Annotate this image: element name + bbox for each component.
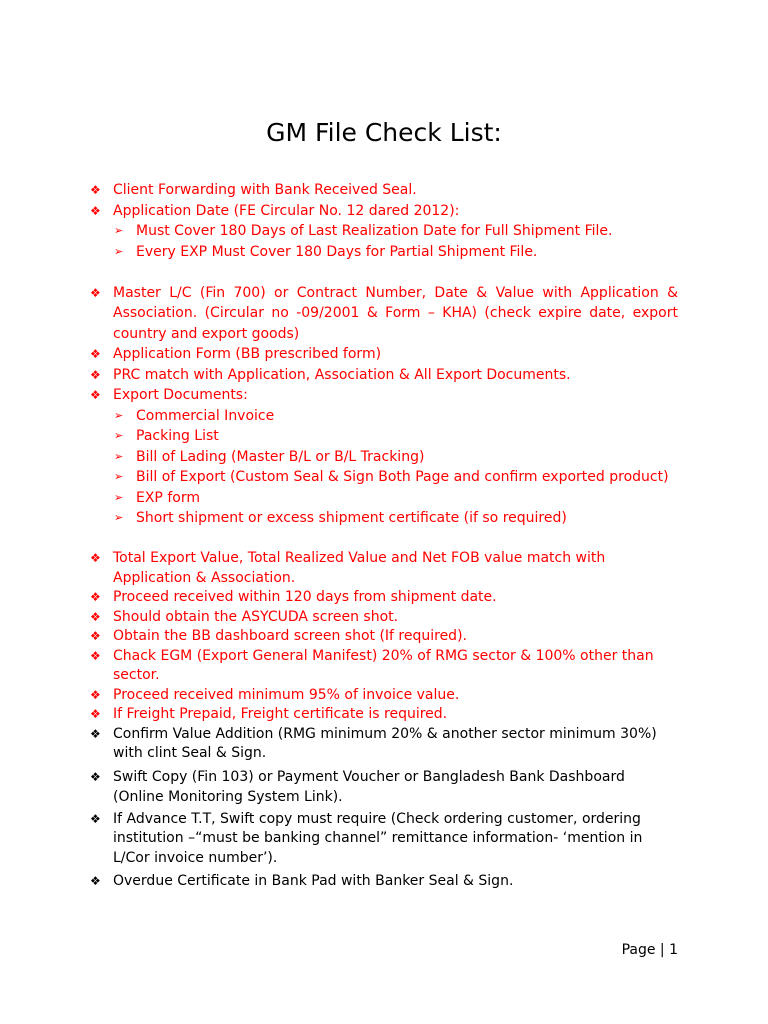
list-item-text: Total Export Value, Total Realized Value and Net FOB value match with Application & Association. xyxy=(113,550,606,586)
list-item-text: EXP form xyxy=(136,489,200,506)
diamond-bullet-icon: ❖ xyxy=(90,203,101,218)
list-item-text: Should obtain the ASYCUDA screen shot. xyxy=(113,608,399,625)
list-item-text: If Advance T.T, Swift copy must require (Check ordering customer, ordering institution –“must be banking channel” remittance information- ‘mention in L/Cor invoice number’). xyxy=(113,810,643,866)
page-title: GM File Check List: xyxy=(266,118,502,147)
diamond-bullet-icon: ❖ xyxy=(90,874,101,888)
list-item xyxy=(90,725,678,764)
arrow-bullet-icon: ➢ xyxy=(114,429,124,442)
diamond-bullet-icon: ❖ xyxy=(90,590,101,604)
arrow-bullet-icon: ➢ xyxy=(114,449,124,463)
sub-list-item xyxy=(90,508,678,529)
diamond-bullet-icon: ❖ xyxy=(90,183,101,197)
diamond-bullet-icon: ❖ xyxy=(90,367,101,382)
list-item-text: Short shipment or excess shipment certificate (if so required) xyxy=(136,510,567,526)
list-item-text: Proceed received within 120 days from shipment date. xyxy=(113,589,497,605)
list-item-text: Must Cover 180 Days of Last Realization Date for Full Shipment File. xyxy=(136,223,613,239)
list-item-text: Overdue Certificate in Bank Pad with Banker Seal & Sign. xyxy=(113,873,514,889)
list-item-text: Obtain the BB dashboard screen shot (If required). xyxy=(113,628,467,644)
list-item-text: If Freight Prepaid, Freight certificate is required. xyxy=(113,706,448,722)
list-item xyxy=(90,647,678,686)
diamond-bullet-icon: ❖ xyxy=(90,726,101,741)
diamond-bullet-icon: ❖ xyxy=(90,811,101,826)
list-item-text: Proceed received minimum 95% of invoice value. xyxy=(113,686,460,703)
list-item-text: Bill of Lading (Master B/L or B/L Tracking) xyxy=(136,448,425,465)
diamond-bullet-icon: ❖ xyxy=(90,285,101,300)
arrow-bullet-icon: ➢ xyxy=(114,511,124,524)
sub-list-item xyxy=(90,406,678,427)
list-item-text: Every EXP Must Cover 180 Days for Partial Shipment File. xyxy=(136,243,538,260)
list-item-text: Client Forwarding with Bank Received Seal. xyxy=(113,182,417,198)
list-item-text: Commercial Invoice xyxy=(136,407,275,424)
sub-list-item xyxy=(90,467,678,488)
list-item-text: Bill of Export (Custom Seal & Sign Both Page and confirm exported product) xyxy=(136,469,669,485)
list-item-text: Application Date (FE Circular No. 12 dared 2012): xyxy=(113,202,460,219)
list-item xyxy=(90,365,678,386)
diamond-bullet-icon: ❖ xyxy=(90,648,101,663)
diamond-bullet-icon: ❖ xyxy=(90,388,101,402)
spacer xyxy=(90,529,678,550)
diamond-bullet-icon: ❖ xyxy=(90,347,101,361)
diamond-bullet-icon: ❖ xyxy=(90,551,101,565)
diamond-bullet-icon: ❖ xyxy=(90,609,101,624)
list-item xyxy=(90,344,678,365)
list-item-text: Export Documents: xyxy=(113,387,248,403)
list-item xyxy=(90,180,678,201)
arrow-bullet-icon: ➢ xyxy=(114,224,124,237)
arrow-bullet-icon: ➢ xyxy=(114,244,124,258)
sub-list-item xyxy=(90,447,678,468)
list-item xyxy=(90,549,678,588)
list-item xyxy=(90,283,678,345)
list-item xyxy=(90,767,678,807)
list-item-text: Application Form (BB prescribed form) xyxy=(113,346,382,362)
diamond-bullet-icon: ❖ xyxy=(90,707,101,721)
page-number: Page | 1 xyxy=(621,942,678,958)
list-item-text: Master L/C (Fin 700) or Contract Number, Date & Value with Application & Association. (Circular no -09/2001 & Form – KHA) (check expire date, export country and export goods) xyxy=(113,284,678,342)
sub-list-item xyxy=(90,488,678,509)
list-item-text: Swift Copy (Fin 103) or Payment Voucher or Bangladesh Bank Dashboard (Online Monitoring System Link). xyxy=(113,768,625,805)
arrow-bullet-icon: ➢ xyxy=(114,470,124,483)
list-item xyxy=(90,385,678,406)
list-item-text: Chack EGM (Export General Manifest) 20% of RMG sector & 100% other than sector. xyxy=(113,647,654,683)
list-item-text: Confirm Value Addition (RMG minimum 20% & another sector minimum 30%) with clint Seal & Sign. xyxy=(113,725,657,761)
sub-list-item xyxy=(90,242,678,263)
sub-list-item xyxy=(90,426,678,447)
list-item-text: Packing List xyxy=(136,428,219,444)
list-item-text: PRC match with Application, Association & All Export Documents. xyxy=(113,366,571,383)
diamond-bullet-icon: ❖ xyxy=(90,687,101,702)
list-item xyxy=(90,588,678,608)
diamond-bullet-icon: ❖ xyxy=(90,629,101,643)
spacer xyxy=(90,262,678,283)
sub-list-item xyxy=(90,221,678,242)
diamond-bullet-icon: ❖ xyxy=(90,769,101,784)
list-item xyxy=(90,608,678,628)
arrow-bullet-icon: ➢ xyxy=(114,490,124,504)
list-item xyxy=(90,810,678,869)
list-item xyxy=(90,627,678,647)
list-item xyxy=(90,201,678,222)
list-item xyxy=(90,705,678,725)
list-item xyxy=(90,686,678,706)
list-item xyxy=(90,871,678,891)
arrow-bullet-icon: ➢ xyxy=(114,408,124,422)
checklist xyxy=(90,180,678,891)
